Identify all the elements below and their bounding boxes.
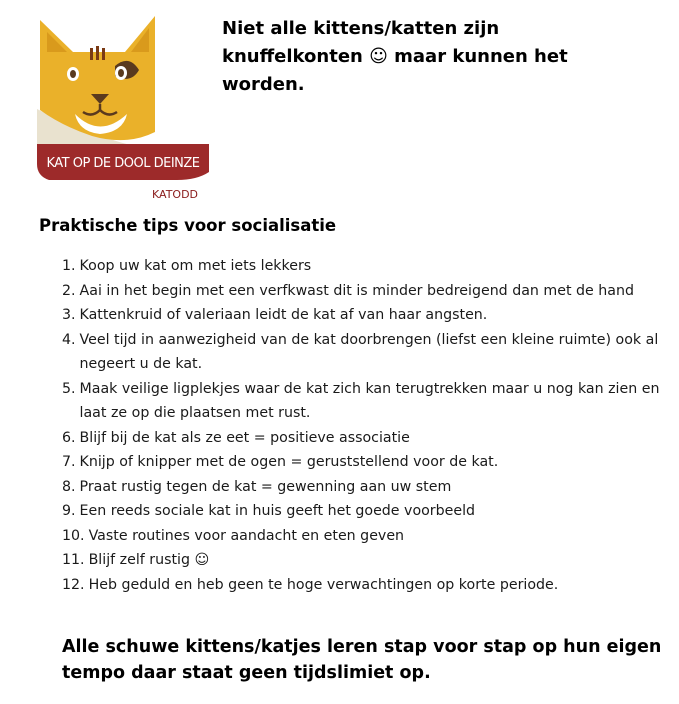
list-item	[62, 426, 662, 451]
item-text: Knijp of knipper met de ogen = geruststellend voor de kat.	[79, 454, 499, 470]
item-text: Kattenkruid of valeriaan leidt de kat af van haar angsten.	[79, 307, 488, 323]
item-text: Vaste routines voor aandacht en eten geven	[88, 527, 405, 544]
item-number: 6.	[62, 429, 76, 446]
logo-band-text: KAT OP DE DOOL DEINZE	[46, 156, 200, 171]
list-item	[62, 303, 662, 328]
item-text: Blijf zelf rustig ☺	[88, 552, 210, 568]
list-item	[62, 573, 662, 598]
item-text: Maak veilige ligplekjes waar de kat zich kan terugtrekken maar u nog kan zien en laat ze op die plaatsen met rust.	[79, 380, 660, 421]
item-number: 9.	[62, 503, 76, 519]
item-text: Praat rustig tegen de kat = gewenning aan uw stem	[79, 478, 452, 495]
cat-face-icon	[37, 14, 212, 209]
item-number: 12.	[62, 576, 85, 593]
tips-list	[62, 254, 662, 597]
list-item	[62, 499, 662, 524]
list-item	[62, 475, 662, 500]
item-text: Veel tijd in aanwezigheid van de kat doorbrengen (liefst een kleine ruimte) ook al negeert u de kat.	[79, 331, 659, 372]
item-text: Heb geduld en heb geen te hoge verwachtingen op korte periode.	[88, 576, 559, 593]
list-item	[62, 328, 662, 377]
section-title: Praktische tips voor socialisatie	[39, 216, 337, 235]
list-item	[62, 377, 662, 426]
list-item	[62, 450, 662, 475]
item-text: Blijf bij de kat als ze eet = positieve associatie	[79, 429, 410, 446]
intro-text: Niet alle kittens/katten zijn knuffelkonten ☺ maar kunnen het worden.	[222, 18, 568, 95]
item-number: 7.	[62, 454, 76, 470]
item-text: Koop uw kat om met iets lekkers	[79, 258, 312, 274]
item-text: Een reeds sociale kat in huis geeft het goede voorbeeld	[79, 503, 476, 519]
list-item	[62, 279, 662, 304]
item-number: 2.	[62, 282, 76, 299]
closing-text: Alle schuwe kittens/katjes leren stap voor stap op hun eigen tempo daar staat geen tijdslimiet op.	[62, 637, 662, 683]
item-text: Aai in het begin met een verfkwast dit is minder bedreigend dan met de hand	[79, 282, 634, 299]
item-number: 11.	[62, 552, 85, 568]
item-number: 5.	[62, 380, 76, 397]
katodd-logo	[37, 14, 212, 209]
list-item	[62, 548, 662, 573]
item-number: 1.	[62, 258, 76, 274]
item-number: 8.	[62, 478, 76, 495]
list-item	[62, 524, 662, 549]
item-number: 10.	[62, 527, 85, 544]
item-number: 4.	[62, 331, 76, 348]
list-item	[62, 254, 662, 279]
logo-subtitle: KATODD	[152, 188, 199, 201]
item-number: 3.	[62, 307, 76, 323]
